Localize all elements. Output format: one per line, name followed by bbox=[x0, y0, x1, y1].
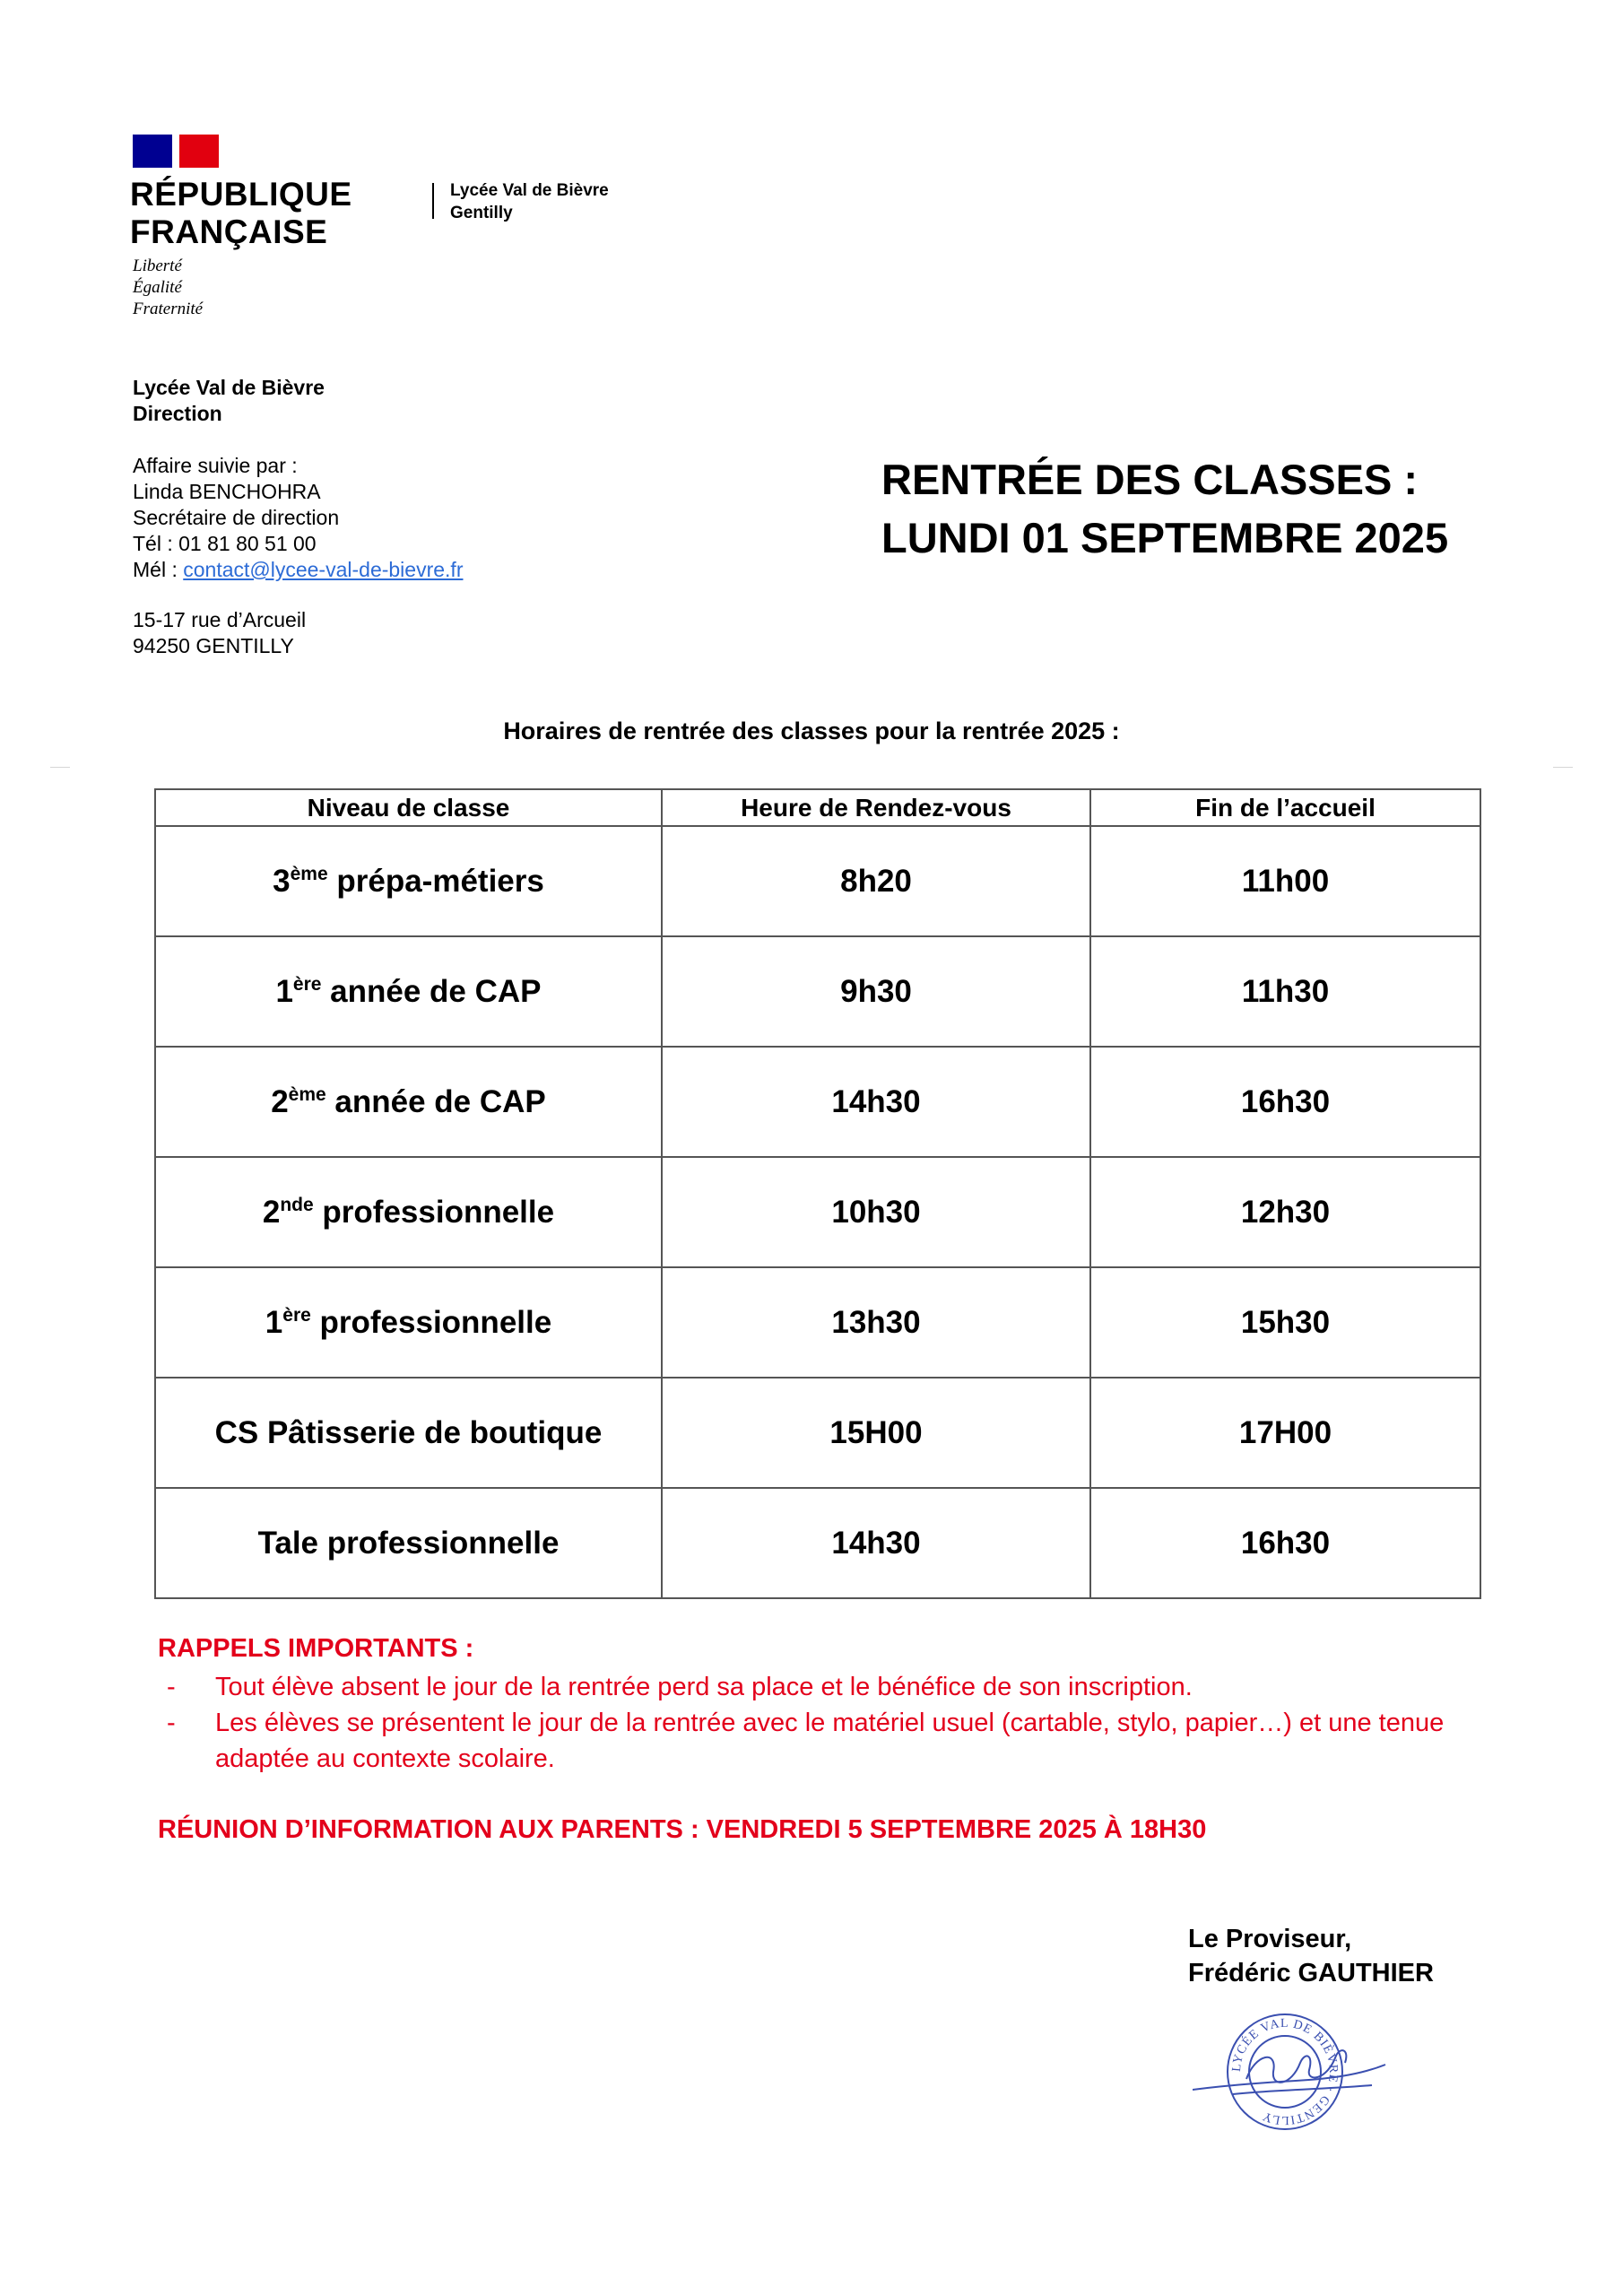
motto-egalite: Égalité bbox=[133, 278, 182, 297]
sender-school: Lycée Val de Bièvre bbox=[133, 376, 325, 399]
level-cell: Tale professionnelle bbox=[155, 1488, 662, 1598]
table-row bbox=[155, 936, 1480, 1047]
marianne-flag-logo bbox=[133, 135, 219, 168]
reminder-text-1: Tout élève absent le jour de la rentrée perd sa place et le bénéfice de son inscription. bbox=[215, 1673, 1193, 1701]
level-cell: 2nde professionnelle bbox=[155, 1157, 662, 1267]
schedule-subtitle: Horaires de rentrée des classes pour la rentrée 2025 : bbox=[503, 718, 1120, 744]
table-row bbox=[155, 1157, 1480, 1267]
logo-school-city: Gentilly bbox=[450, 204, 513, 222]
title-line-1: RENTRÉE DES CLASSES : bbox=[881, 456, 1419, 503]
start-cell: 9h30 bbox=[662, 936, 1090, 1047]
start-cell: 8h20 bbox=[662, 826, 1090, 936]
address-line-2: 94250 GENTILLY bbox=[133, 634, 294, 657]
reminder-text-2: Les élèves se présentent le jour de la rentrée avec le matériel usuel (cartable, stylo, papier…) et une tenue adaptée au contexte scolaire. bbox=[215, 1709, 1445, 1773]
end-cell: 15h30 bbox=[1090, 1267, 1480, 1378]
sender-header bbox=[133, 375, 325, 427]
level-cell: 3ème prépa-métiers bbox=[155, 826, 662, 936]
sender-department: Direction bbox=[133, 402, 222, 425]
svg-text:LYCÉE VAL DE BIÈVRE · GENTILLY bbox=[1230, 2017, 1340, 2126]
wordmark-line-1: RÉPUBLIQUE bbox=[130, 176, 352, 213]
address-line-1: 15-17 rue d’Arcueil bbox=[133, 608, 307, 631]
email-link[interactable]: contact@lycee-val-de-bievre.fr bbox=[183, 558, 464, 581]
end-cell: 11h30 bbox=[1090, 936, 1480, 1047]
followed-by-label: Affaire suivie par : bbox=[133, 454, 298, 477]
header-start: Heure de Rendez-vous bbox=[662, 789, 1090, 826]
motto-fraternite: Fraternité bbox=[133, 300, 204, 318]
end-cell: 17H00 bbox=[1090, 1378, 1480, 1488]
level-cell: CS Pâtisserie de boutique bbox=[155, 1378, 662, 1488]
logo-school-block bbox=[450, 179, 609, 224]
logo-school-name: Lycée Val de Bièvre bbox=[450, 181, 609, 200]
contact-email-line bbox=[133, 557, 463, 583]
margin-mark-right bbox=[1553, 767, 1573, 768]
end-cell: 12h30 bbox=[1090, 1157, 1480, 1267]
start-cell: 14h30 bbox=[662, 1488, 1090, 1598]
end-cell: 11h00 bbox=[1090, 826, 1480, 936]
sender-contact bbox=[133, 453, 463, 583]
header-end: Fin de l’accueil bbox=[1090, 789, 1480, 826]
logo-separator bbox=[432, 183, 434, 219]
title-line-2: LUNDI 01 SEPTEMBRE 2025 bbox=[881, 514, 1449, 561]
table-row bbox=[155, 1378, 1480, 1488]
schedule-table bbox=[154, 788, 1481, 1599]
header-level: Niveau de classe bbox=[155, 789, 662, 826]
wordmark-line-2: FRANÇAISE bbox=[130, 213, 328, 250]
start-cell: 15H00 bbox=[662, 1378, 1090, 1488]
email-label: Mél : bbox=[133, 558, 184, 581]
start-cell: 14h30 bbox=[662, 1047, 1090, 1157]
signature-role: Le Proviseur, bbox=[1188, 1925, 1352, 1953]
sender-address bbox=[133, 607, 306, 659]
bullet-dash: - bbox=[167, 1673, 176, 1701]
school-stamp-icon bbox=[1193, 2000, 1399, 2144]
stamp-text: LYCÉE VAL DE BIÈVRE · GENTILLY bbox=[1229, 2016, 1341, 2127]
parents-meeting-notice: RÉUNION D’INFORMATION AUX PARENTS : VENDREDI 5 SEPTEMBRE 2025 À 18H30 bbox=[158, 1815, 1207, 1844]
end-cell: 16h30 bbox=[1090, 1047, 1480, 1157]
level-cell: 1ère année de CAP bbox=[155, 936, 662, 1047]
table-row bbox=[155, 1267, 1480, 1378]
motto-liberte: Liberté bbox=[133, 257, 182, 275]
level-cell: 2ème année de CAP bbox=[155, 1047, 662, 1157]
table-row bbox=[155, 826, 1480, 936]
level-cell: 1ère professionnelle bbox=[155, 1267, 662, 1378]
bullet-dash: - bbox=[167, 1709, 176, 1737]
signature-block bbox=[1188, 1922, 1434, 1990]
table-header-row bbox=[155, 789, 1480, 826]
republique-francaise-wordmark bbox=[130, 176, 352, 251]
contact-phone: Tél : 01 81 80 51 00 bbox=[133, 532, 317, 555]
start-cell: 10h30 bbox=[662, 1157, 1090, 1267]
margin-mark-left bbox=[50, 767, 70, 768]
reminders-title: RAPPELS IMPORTANTS : bbox=[158, 1634, 474, 1663]
start-cell: 13h30 bbox=[662, 1267, 1090, 1378]
end-cell: 16h30 bbox=[1090, 1488, 1480, 1598]
motto bbox=[133, 256, 203, 320]
contact-role: Secrétaire de direction bbox=[133, 506, 340, 529]
table-row bbox=[155, 1488, 1480, 1598]
signature-name: Frédéric GAUTHIER bbox=[1188, 1959, 1434, 1987]
table-row bbox=[155, 1047, 1480, 1157]
page-title bbox=[881, 450, 1448, 567]
contact-name: Linda BENCHOHRA bbox=[133, 480, 321, 503]
